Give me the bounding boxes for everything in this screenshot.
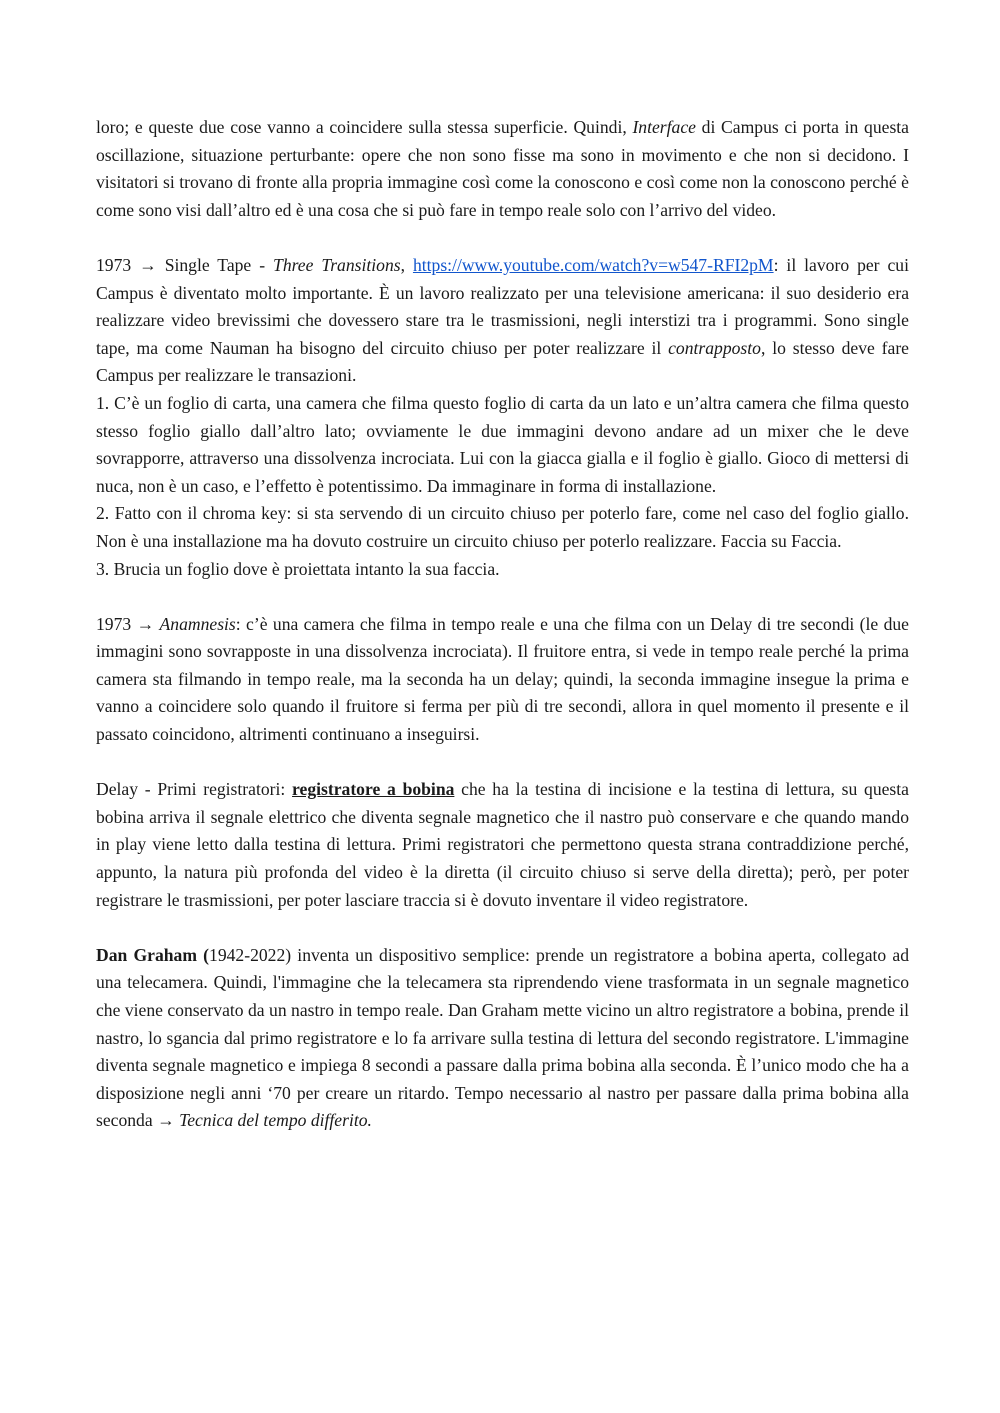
text: 1973 → (96, 613, 160, 634)
term-contrapposto: contrapposto (668, 337, 761, 358)
term-registratore-a-bobina: registratore a bobina (292, 779, 455, 800)
list-item-3: 3. Brucia un foglio dove è proiettata intanto la sua faccia. (96, 558, 500, 579)
text: di Campus ci porta in questa oscillazione, situazione perturbante: opere che non sono fisse ma sono in movimento e che non si decidono. I visitatori si trovano di fronte alla propria immagine così come la conoscono e così come non la conoscono perché è come sono visi dall’altro ed è una cosa che si può fare in tempo reale solo con l’arrivo del video. (96, 117, 909, 220)
youtube-link[interactable]: https://www.youtube.com/watch?v=w547-RFI2pM (412, 254, 774, 275)
term-tempo-differito: Tecnica del tempo differito. (179, 1110, 372, 1131)
text: Delay - Primi registratori: (96, 779, 293, 800)
paragraph-spacer (96, 914, 909, 942)
paragraph-delay (96, 776, 909, 914)
text: che ha la testina di incisione e la testina di lettura, su questa bobina arriva il segnale elettrico che diventa segnale magnetico che il nastro può conservare e che quando mando in play viene letto dalla testina di lettura. Primi registratori che permettono questa strana contraddizione perché, appunto, la natura più profonda del video è la diretta (il circuito chiuso si serve della diretta); però, per poter registrare le trasmissioni, per poter lasciare traccia si è dovuto inventare il video registratore. (96, 779, 909, 910)
document-page (96, 114, 909, 1135)
paragraph-spacer (96, 749, 909, 777)
list-item-2: 2. Fatto con il chroma key: si sta servendo di un circuito chiuso per poterlo fare, come nel caso del foglio giallo. Non è una installazione ma ha dovuto costruire un circuito chiuso per poterlo realizzare. Faccia su Faccia. (96, 503, 909, 551)
text: , lo stesso deve fare Campus per realizzare le transazioni. (96, 337, 909, 386)
text: 1942-2022) inventa un dispositivo semplice: prende un registratore a bobina aperta, collegato ad una telecamera. Quindi, l'immagine che la telecamera sta riprendendo viene trasformata in un segnale magnetico che viene conservato da un nastro in tempo reale. Dan Graham mette vicino un altro registratore a bobina, prende il nastro, lo sgancia dal primo registratore e lo fa arrivare sulla testina di lettura del secondo registratore. L'immagine diventa segnale magnetico e impiega 8 secondi a passare dalla prima bobina alla seconda. È l’unico modo che ha a disposizione negli anni ‘70 per creare un ritardo. Tempo necessario al nastro per passare dalla prima bobina alla seconda → (96, 944, 909, 1131)
name-dan-graham: Dan Graham ( (96, 944, 210, 965)
paragraph-spacer (96, 583, 909, 611)
paragraph-dan-graham (96, 942, 909, 1135)
work-title-anamnesis: Anamnesis (159, 613, 236, 634)
text: : c’è una camera che filma in tempo reale e una che filma con un Delay di tre secondi (le due immagini sono sovrapposte in una dissolvenza incrociata). Il fruitore entra, si vede in tempo reale perché la prima camera sta filmando in tempo reale, ma la seconda ha un delay; quindi, la seconda immagine insegue la prima e vanno a coincidere solo quando il fruitore si ferma per più di tre secondi, allora in quel momento il presente e il passato coincidono, altrimenti continuano a inseguirsi. (96, 613, 909, 745)
paragraph-anamnesis (96, 611, 909, 749)
text: 1973 → Single Tape - (96, 254, 274, 275)
text: , (400, 254, 413, 275)
text: loro; e queste due cose vanno a coincidere sulla stessa superficie. Quindi, (96, 117, 633, 137)
work-title-interface: Interface (632, 117, 696, 137)
list-item-1: 1. C’è un foglio di carta, una camera che filma questo foglio di carta da un lato e un’altra camera che filma questo stesso foglio giallo dall’altro lato; ovviamente le due immagini devono andare ad un mixer che le deve sovrapporre, attraverso una dissolvenza incrociata. Lui con la giacca gialla e il foglio è giallo. Gioco di mettersi di nuca, non è un caso, e l’effetto è potentissimo. Da immaginare in forma di installazione. (96, 392, 909, 496)
text: : il lavoro per cui Campus è diventato molto importante. È un lavoro realizzato per una televisione americana: il suo desiderio era realizzare video brevissimi che dovessero stare tra le trasmissioni, negli interstizi tra i programmi. Sono single tape, ma come Nauman ha bisogno del circuito chiuso per poter realizzare il (96, 254, 909, 358)
paragraph-interface (96, 114, 909, 224)
paragraph-spacer (96, 224, 909, 252)
work-title-three-transitions: Three Transitions (273, 254, 401, 275)
paragraph-three-transitions (96, 252, 909, 390)
